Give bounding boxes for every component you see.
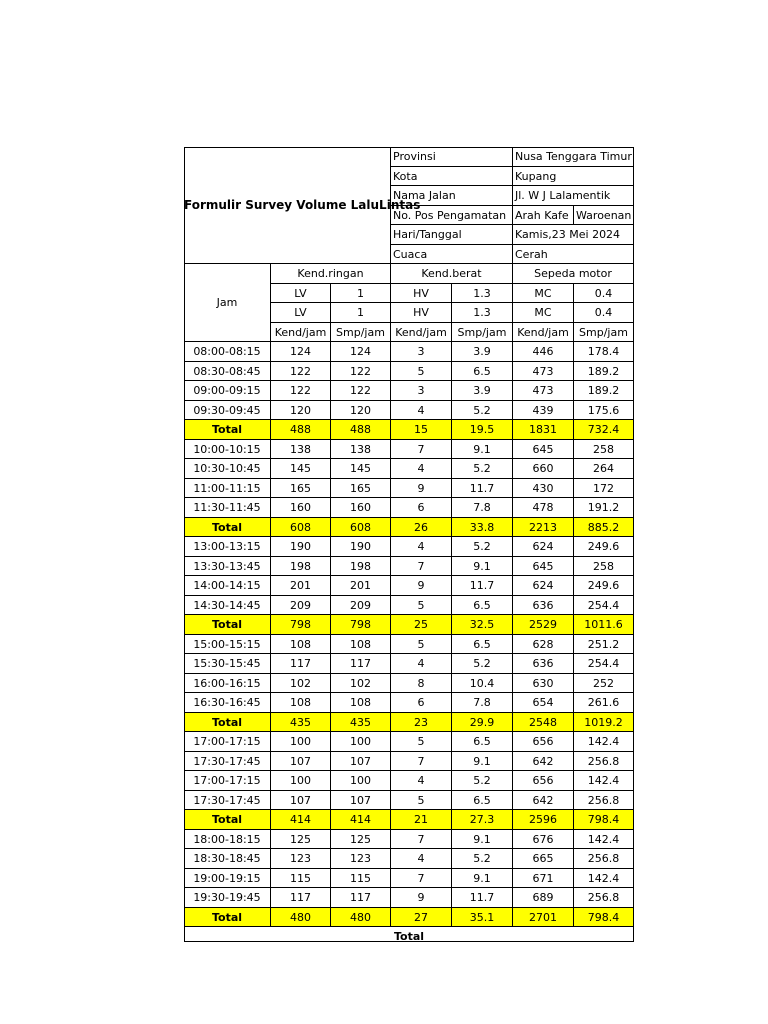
data-cell: 160 <box>331 498 391 518</box>
form-title: Formulir Survey Volume LaluLintas <box>184 147 391 264</box>
data-cell: 178.4 <box>574 342 634 362</box>
data-cell: 117 <box>271 654 331 674</box>
column-subheader: 1 <box>331 284 391 304</box>
time-cell: 09:00-09:15 <box>184 381 271 401</box>
data-cell: 11.7 <box>452 479 513 499</box>
time-cell: 14:30-14:45 <box>184 596 271 616</box>
column-subheader: LV <box>271 303 331 323</box>
data-cell: 654 <box>513 693 574 713</box>
data-cell: 123 <box>331 849 391 869</box>
total-cell: 26 <box>391 518 452 538</box>
data-cell: 656 <box>513 732 574 752</box>
jam-header: Jam <box>184 264 271 342</box>
column-subheader: Kend/jam <box>391 323 452 343</box>
total-cell: 435 <box>271 713 331 733</box>
total-label: Total <box>184 518 271 538</box>
data-cell: 6.5 <box>452 635 513 655</box>
data-cell: 142.4 <box>574 771 634 791</box>
total-cell: 798 <box>331 615 391 635</box>
time-cell: 19:00-19:15 <box>184 869 271 889</box>
column-subheader: Kend/jam <box>513 323 574 343</box>
time-cell: 19:30-19:45 <box>184 888 271 908</box>
data-cell: 5 <box>391 596 452 616</box>
data-cell: 120 <box>271 401 331 421</box>
data-cell: 5.2 <box>452 849 513 869</box>
time-cell: 10:00-10:15 <box>184 440 271 460</box>
data-cell: 258 <box>574 440 634 460</box>
data-cell: 4 <box>391 771 452 791</box>
total-cell: 1019.2 <box>574 713 634 733</box>
time-cell: 16:30-16:45 <box>184 693 271 713</box>
column-subheader: HV <box>391 303 452 323</box>
total-cell: 488 <box>331 420 391 440</box>
data-cell: 142.4 <box>574 869 634 889</box>
data-cell: 665 <box>513 849 574 869</box>
data-cell: 7 <box>391 752 452 772</box>
time-cell: 15:30-15:45 <box>184 654 271 674</box>
time-cell: 13:00-13:15 <box>184 537 271 557</box>
data-cell: 115 <box>271 869 331 889</box>
total-cell: 2213 <box>513 518 574 538</box>
data-cell: 6 <box>391 498 452 518</box>
data-cell: 138 <box>331 440 391 460</box>
data-cell: 9.1 <box>452 752 513 772</box>
column-subheader: MC <box>513 284 574 304</box>
data-cell: 124 <box>271 342 331 362</box>
total-cell: 1011.6 <box>574 615 634 635</box>
data-cell: 7.8 <box>452 498 513 518</box>
total-cell: 21 <box>391 810 452 830</box>
data-cell: 5 <box>391 362 452 382</box>
time-cell: 15:00-15:15 <box>184 635 271 655</box>
info-value: Jl. W J Lalamentik <box>513 186 634 206</box>
column-subheader: MC <box>513 303 574 323</box>
data-cell: 5 <box>391 635 452 655</box>
data-cell: 122 <box>271 381 331 401</box>
data-cell: 645 <box>513 557 574 577</box>
data-cell: 473 <box>513 362 574 382</box>
data-cell: 5.2 <box>452 401 513 421</box>
data-cell: 6.5 <box>452 596 513 616</box>
data-cell: 201 <box>331 576 391 596</box>
data-cell: 201 <box>271 576 331 596</box>
data-cell: 9.1 <box>452 869 513 889</box>
data-cell: 100 <box>331 771 391 791</box>
data-cell: 636 <box>513 596 574 616</box>
group-header: Sepeda motor <box>513 264 634 284</box>
data-cell: 4 <box>391 537 452 557</box>
total-cell: 414 <box>331 810 391 830</box>
data-cell: 628 <box>513 635 574 655</box>
data-cell: 10.4 <box>452 674 513 694</box>
data-cell: 251.2 <box>574 635 634 655</box>
data-cell: 256.8 <box>574 752 634 772</box>
data-cell: 4 <box>391 654 452 674</box>
data-cell: 191.2 <box>574 498 634 518</box>
column-subheader: Smp/jam <box>331 323 391 343</box>
time-cell: 17:30-17:45 <box>184 791 271 811</box>
data-cell: 3 <box>391 381 452 401</box>
data-cell: 446 <box>513 342 574 362</box>
data-cell: 209 <box>331 596 391 616</box>
column-subheader: Smp/jam <box>574 323 634 343</box>
data-cell: 630 <box>513 674 574 694</box>
data-cell: 100 <box>271 771 331 791</box>
data-cell: 676 <box>513 830 574 850</box>
data-cell: 108 <box>331 635 391 655</box>
data-cell: 256.8 <box>574 849 634 869</box>
data-cell: 209 <box>271 596 331 616</box>
data-cell: 9 <box>391 576 452 596</box>
data-cell: 125 <box>331 830 391 850</box>
total-cell: 32.5 <box>452 615 513 635</box>
data-cell: 165 <box>331 479 391 499</box>
data-cell: 145 <box>271 459 331 479</box>
total-cell: 35.1 <box>452 908 513 928</box>
total-label: Total <box>184 615 271 635</box>
total-cell: 480 <box>271 908 331 928</box>
info-label: Hari/Tanggal <box>391 225 513 245</box>
data-cell: 117 <box>331 654 391 674</box>
data-cell: 115 <box>331 869 391 889</box>
data-cell: 254.4 <box>574 654 634 674</box>
data-cell: 117 <box>271 888 331 908</box>
data-cell: 624 <box>513 576 574 596</box>
total-cell: 798.4 <box>574 908 634 928</box>
data-cell: 671 <box>513 869 574 889</box>
data-cell: 6.5 <box>452 362 513 382</box>
time-cell: 11:00-11:15 <box>184 479 271 499</box>
data-cell: 5.2 <box>452 654 513 674</box>
data-cell: 198 <box>271 557 331 577</box>
data-cell: 189.2 <box>574 362 634 382</box>
time-cell: 13:30-13:45 <box>184 557 271 577</box>
column-subheader: LV <box>271 284 331 304</box>
total-cell: 15 <box>391 420 452 440</box>
info-label: No. Pos Pengamatan <box>391 206 513 226</box>
column-subheader: 1.3 <box>452 284 513 304</box>
data-cell: 624 <box>513 537 574 557</box>
data-cell: 107 <box>271 791 331 811</box>
data-cell: 3.9 <box>452 342 513 362</box>
data-cell: 125 <box>271 830 331 850</box>
data-cell: 256.8 <box>574 888 634 908</box>
data-cell: 660 <box>513 459 574 479</box>
info-value: Kupang <box>513 167 634 187</box>
column-subheader: Smp/jam <box>452 323 513 343</box>
column-subheader: Kend/jam <box>271 323 331 343</box>
data-cell: 117 <box>331 888 391 908</box>
data-cell: 9 <box>391 888 452 908</box>
data-cell: 7 <box>391 869 452 889</box>
data-cell: 100 <box>331 732 391 752</box>
data-cell: 102 <box>331 674 391 694</box>
info-value: Nusa Tenggara Timur <box>513 147 634 167</box>
data-cell: 5.2 <box>452 771 513 791</box>
time-cell: 11:30-11:45 <box>184 498 271 518</box>
group-header: Kend.berat <box>391 264 513 284</box>
total-cell: 1831 <box>513 420 574 440</box>
data-cell: 122 <box>331 362 391 382</box>
data-cell: 5.2 <box>452 459 513 479</box>
data-cell: 190 <box>271 537 331 557</box>
data-cell: 254.4 <box>574 596 634 616</box>
data-cell: 264 <box>574 459 634 479</box>
data-cell: 473 <box>513 381 574 401</box>
data-cell: 439 <box>513 401 574 421</box>
data-cell: 9.1 <box>452 830 513 850</box>
data-cell: 7 <box>391 830 452 850</box>
total-cell: 25 <box>391 615 452 635</box>
data-cell: 3.9 <box>452 381 513 401</box>
time-cell: 14:00-14:15 <box>184 576 271 596</box>
info-value: Kamis,23 Mei 2024 <box>513 225 634 245</box>
time-cell: 17:30-17:45 <box>184 752 271 772</box>
data-cell: 3 <box>391 342 452 362</box>
data-cell: 7.8 <box>452 693 513 713</box>
data-cell: 478 <box>513 498 574 518</box>
total-cell: 19.5 <box>452 420 513 440</box>
total-label: Total <box>184 713 271 733</box>
data-cell: 258 <box>574 557 634 577</box>
data-cell: 108 <box>271 635 331 655</box>
data-cell: 165 <box>271 479 331 499</box>
data-cell: 636 <box>513 654 574 674</box>
info-label: Kota <box>391 167 513 187</box>
time-cell: 18:00-18:15 <box>184 830 271 850</box>
total-cell: 23 <box>391 713 452 733</box>
total-cell: 488 <box>271 420 331 440</box>
data-cell: 252 <box>574 674 634 694</box>
total-cell: 608 <box>271 518 331 538</box>
data-cell: 175.6 <box>574 401 634 421</box>
data-cell: 120 <box>331 401 391 421</box>
data-cell: 190 <box>331 537 391 557</box>
time-cell: 17:00-17:15 <box>184 732 271 752</box>
data-cell: 642 <box>513 791 574 811</box>
column-subheader: 0.4 <box>574 284 634 304</box>
data-cell: 108 <box>271 693 331 713</box>
data-cell: 4 <box>391 459 452 479</box>
total-cell: 2596 <box>513 810 574 830</box>
data-cell: 100 <box>271 732 331 752</box>
column-subheader: 1.3 <box>452 303 513 323</box>
data-cell: 122 <box>271 362 331 382</box>
data-cell: 11.7 <box>452 888 513 908</box>
data-cell: 642 <box>513 752 574 772</box>
info-label: Nama Jalan <box>391 186 513 206</box>
total-cell: 2529 <box>513 615 574 635</box>
data-cell: 689 <box>513 888 574 908</box>
time-cell: 08:30-08:45 <box>184 362 271 382</box>
data-cell: 4 <box>391 401 452 421</box>
time-cell: 10:30-10:45 <box>184 459 271 479</box>
time-cell: 09:30-09:45 <box>184 401 271 421</box>
data-cell: 4 <box>391 849 452 869</box>
data-cell: 6.5 <box>452 791 513 811</box>
data-cell: 142.4 <box>574 830 634 850</box>
info-label: Cuaca <box>391 245 513 265</box>
data-cell: 5 <box>391 791 452 811</box>
total-cell: 798 <box>271 615 331 635</box>
data-cell: 656 <box>513 771 574 791</box>
data-cell: 249.6 <box>574 537 634 557</box>
data-cell: 261.6 <box>574 693 634 713</box>
data-cell: 145 <box>331 459 391 479</box>
data-cell: 6.5 <box>452 732 513 752</box>
data-cell: 107 <box>331 752 391 772</box>
total-cell: 29.9 <box>452 713 513 733</box>
total-label: Total <box>184 908 271 928</box>
total-cell: 33.8 <box>452 518 513 538</box>
total-cell: 732.4 <box>574 420 634 440</box>
data-cell: 9.1 <box>452 440 513 460</box>
total-cell: 435 <box>331 713 391 733</box>
total-cell: 608 <box>331 518 391 538</box>
time-cell: 18:30-18:45 <box>184 849 271 869</box>
info-label: Provinsi <box>391 147 513 167</box>
data-cell: 5.2 <box>452 537 513 557</box>
total-cell: 798.4 <box>574 810 634 830</box>
total-cell: 27 <box>391 908 452 928</box>
total-label: Total <box>184 420 271 440</box>
data-cell: 6 <box>391 693 452 713</box>
data-cell: 123 <box>271 849 331 869</box>
data-cell: 189.2 <box>574 381 634 401</box>
data-cell: 9.1 <box>452 557 513 577</box>
data-cell: 9 <box>391 479 452 499</box>
data-cell: 102 <box>271 674 331 694</box>
column-subheader: HV <box>391 284 452 304</box>
time-cell: 08:00-08:15 <box>184 342 271 362</box>
data-cell: 7 <box>391 440 452 460</box>
data-cell: 5 <box>391 732 452 752</box>
data-cell: 160 <box>271 498 331 518</box>
data-cell: 430 <box>513 479 574 499</box>
column-subheader: 1 <box>331 303 391 323</box>
info-value: Arah Kafe <box>513 206 574 226</box>
group-header: Kend.ringan <box>271 264 391 284</box>
data-cell: 108 <box>331 693 391 713</box>
data-cell: 124 <box>331 342 391 362</box>
time-cell: 16:00-16:15 <box>184 674 271 694</box>
data-cell: 107 <box>331 791 391 811</box>
data-cell: 8 <box>391 674 452 694</box>
data-cell: 142.4 <box>574 732 634 752</box>
total-cell: 414 <box>271 810 331 830</box>
column-subheader: 0.4 <box>574 303 634 323</box>
total-label: Total <box>184 810 271 830</box>
info-value: Cerah <box>513 245 634 265</box>
total-cell: 2548 <box>513 713 574 733</box>
total-cell: 480 <box>331 908 391 928</box>
data-cell: 645 <box>513 440 574 460</box>
data-cell: 11.7 <box>452 576 513 596</box>
data-cell: 138 <box>271 440 331 460</box>
data-cell: 122 <box>331 381 391 401</box>
data-cell: 256.8 <box>574 791 634 811</box>
survey-sheet <box>184 147 634 942</box>
data-cell: 198 <box>331 557 391 577</box>
grand-total-label: Total <box>393 930 425 943</box>
info-value-2: Waroenan <box>574 206 634 226</box>
total-cell: 885.2 <box>574 518 634 538</box>
data-cell: 107 <box>271 752 331 772</box>
data-cell: 249.6 <box>574 576 634 596</box>
total-cell: 2701 <box>513 908 574 928</box>
data-cell: 172 <box>574 479 634 499</box>
time-cell: 17:00-17:15 <box>184 771 271 791</box>
total-cell: 27.3 <box>452 810 513 830</box>
data-cell: 7 <box>391 557 452 577</box>
